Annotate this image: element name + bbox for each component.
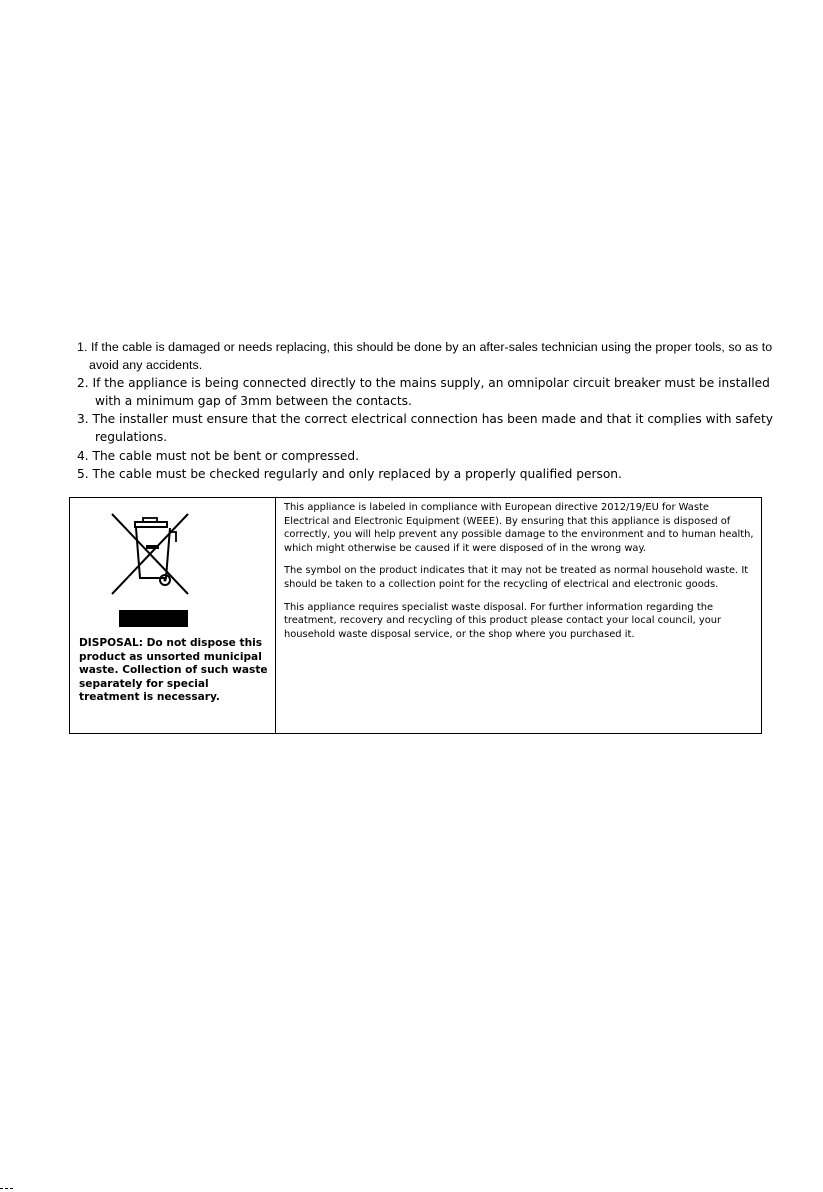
disposal-notice: DISPOSAL: Do not dispose this product as unsorted municipal waste. Collection of such waste separately for special treatment is necessary.: [79, 637, 268, 704]
weee-symbol-cell: [70, 498, 276, 733]
instruction-item: [77, 338, 777, 374]
instruction-item: [77, 410, 777, 446]
instruction-text: If the cable is damaged or needs replacing, this should be done by an after-sales technician using the proper tools, so as to avoid any accidents.: [89, 340, 773, 373]
instruction-text: If the appliance is being connected directly to the mains supply, an omnipolar circuit breaker must be installed with a minimum gap of 3mm between the contacts.: [92, 376, 770, 409]
instruction-item: [77, 447, 777, 465]
instruction-item: [77, 374, 777, 410]
instruction-number: 5.: [77, 466, 89, 481]
instruction-text: The cable must not be bent or compressed.: [92, 448, 360, 463]
weee-info-cell: [276, 498, 761, 733]
instruction-number: 2.: [77, 376, 89, 391]
page-corner-mark: [0, 1188, 13, 1191]
weee-disposal-table: [69, 497, 762, 734]
installation-instructions-list: [77, 338, 777, 483]
weee-paragraph: This appliance is labeled in compliance with European directive 2012/19/EU for Waste Electrical and Electronic Equipment (WEEE). By ensuring that this appliance is disposed of correctly, you will help prevent any possible damage to the environment and to human health, which might otherwise be caused if it were disposed of in the wrong way.: [284, 502, 754, 554]
instruction-text: The cable must be checked regularly and only replaced by a properly qualified person.: [92, 466, 622, 481]
instruction-number: 3.: [77, 412, 89, 427]
instruction-item: [77, 465, 777, 483]
weee-paragraph: This appliance requires specialist waste disposal. For further information regarding the treatment, recovery and recycling of this product please contact your local council, your household waste disposal service, or the shop where you purchased it.: [284, 601, 722, 640]
weee-paragraph: The symbol on the product indicates that it may not be treated as normal household waste. It should be taken to a collection point for the recycling of electrical and electronic goods.: [284, 565, 749, 590]
instruction-number: 4.: [77, 448, 89, 463]
weee-black-bar: [119, 610, 188, 627]
instruction-text: The installer must ensure that the correct electrical connection has been made and that it complies with safety regulations.: [92, 412, 773, 445]
crossed-out-wheelie-bin-icon: [110, 512, 230, 597]
instruction-number: 1.: [77, 340, 88, 354]
